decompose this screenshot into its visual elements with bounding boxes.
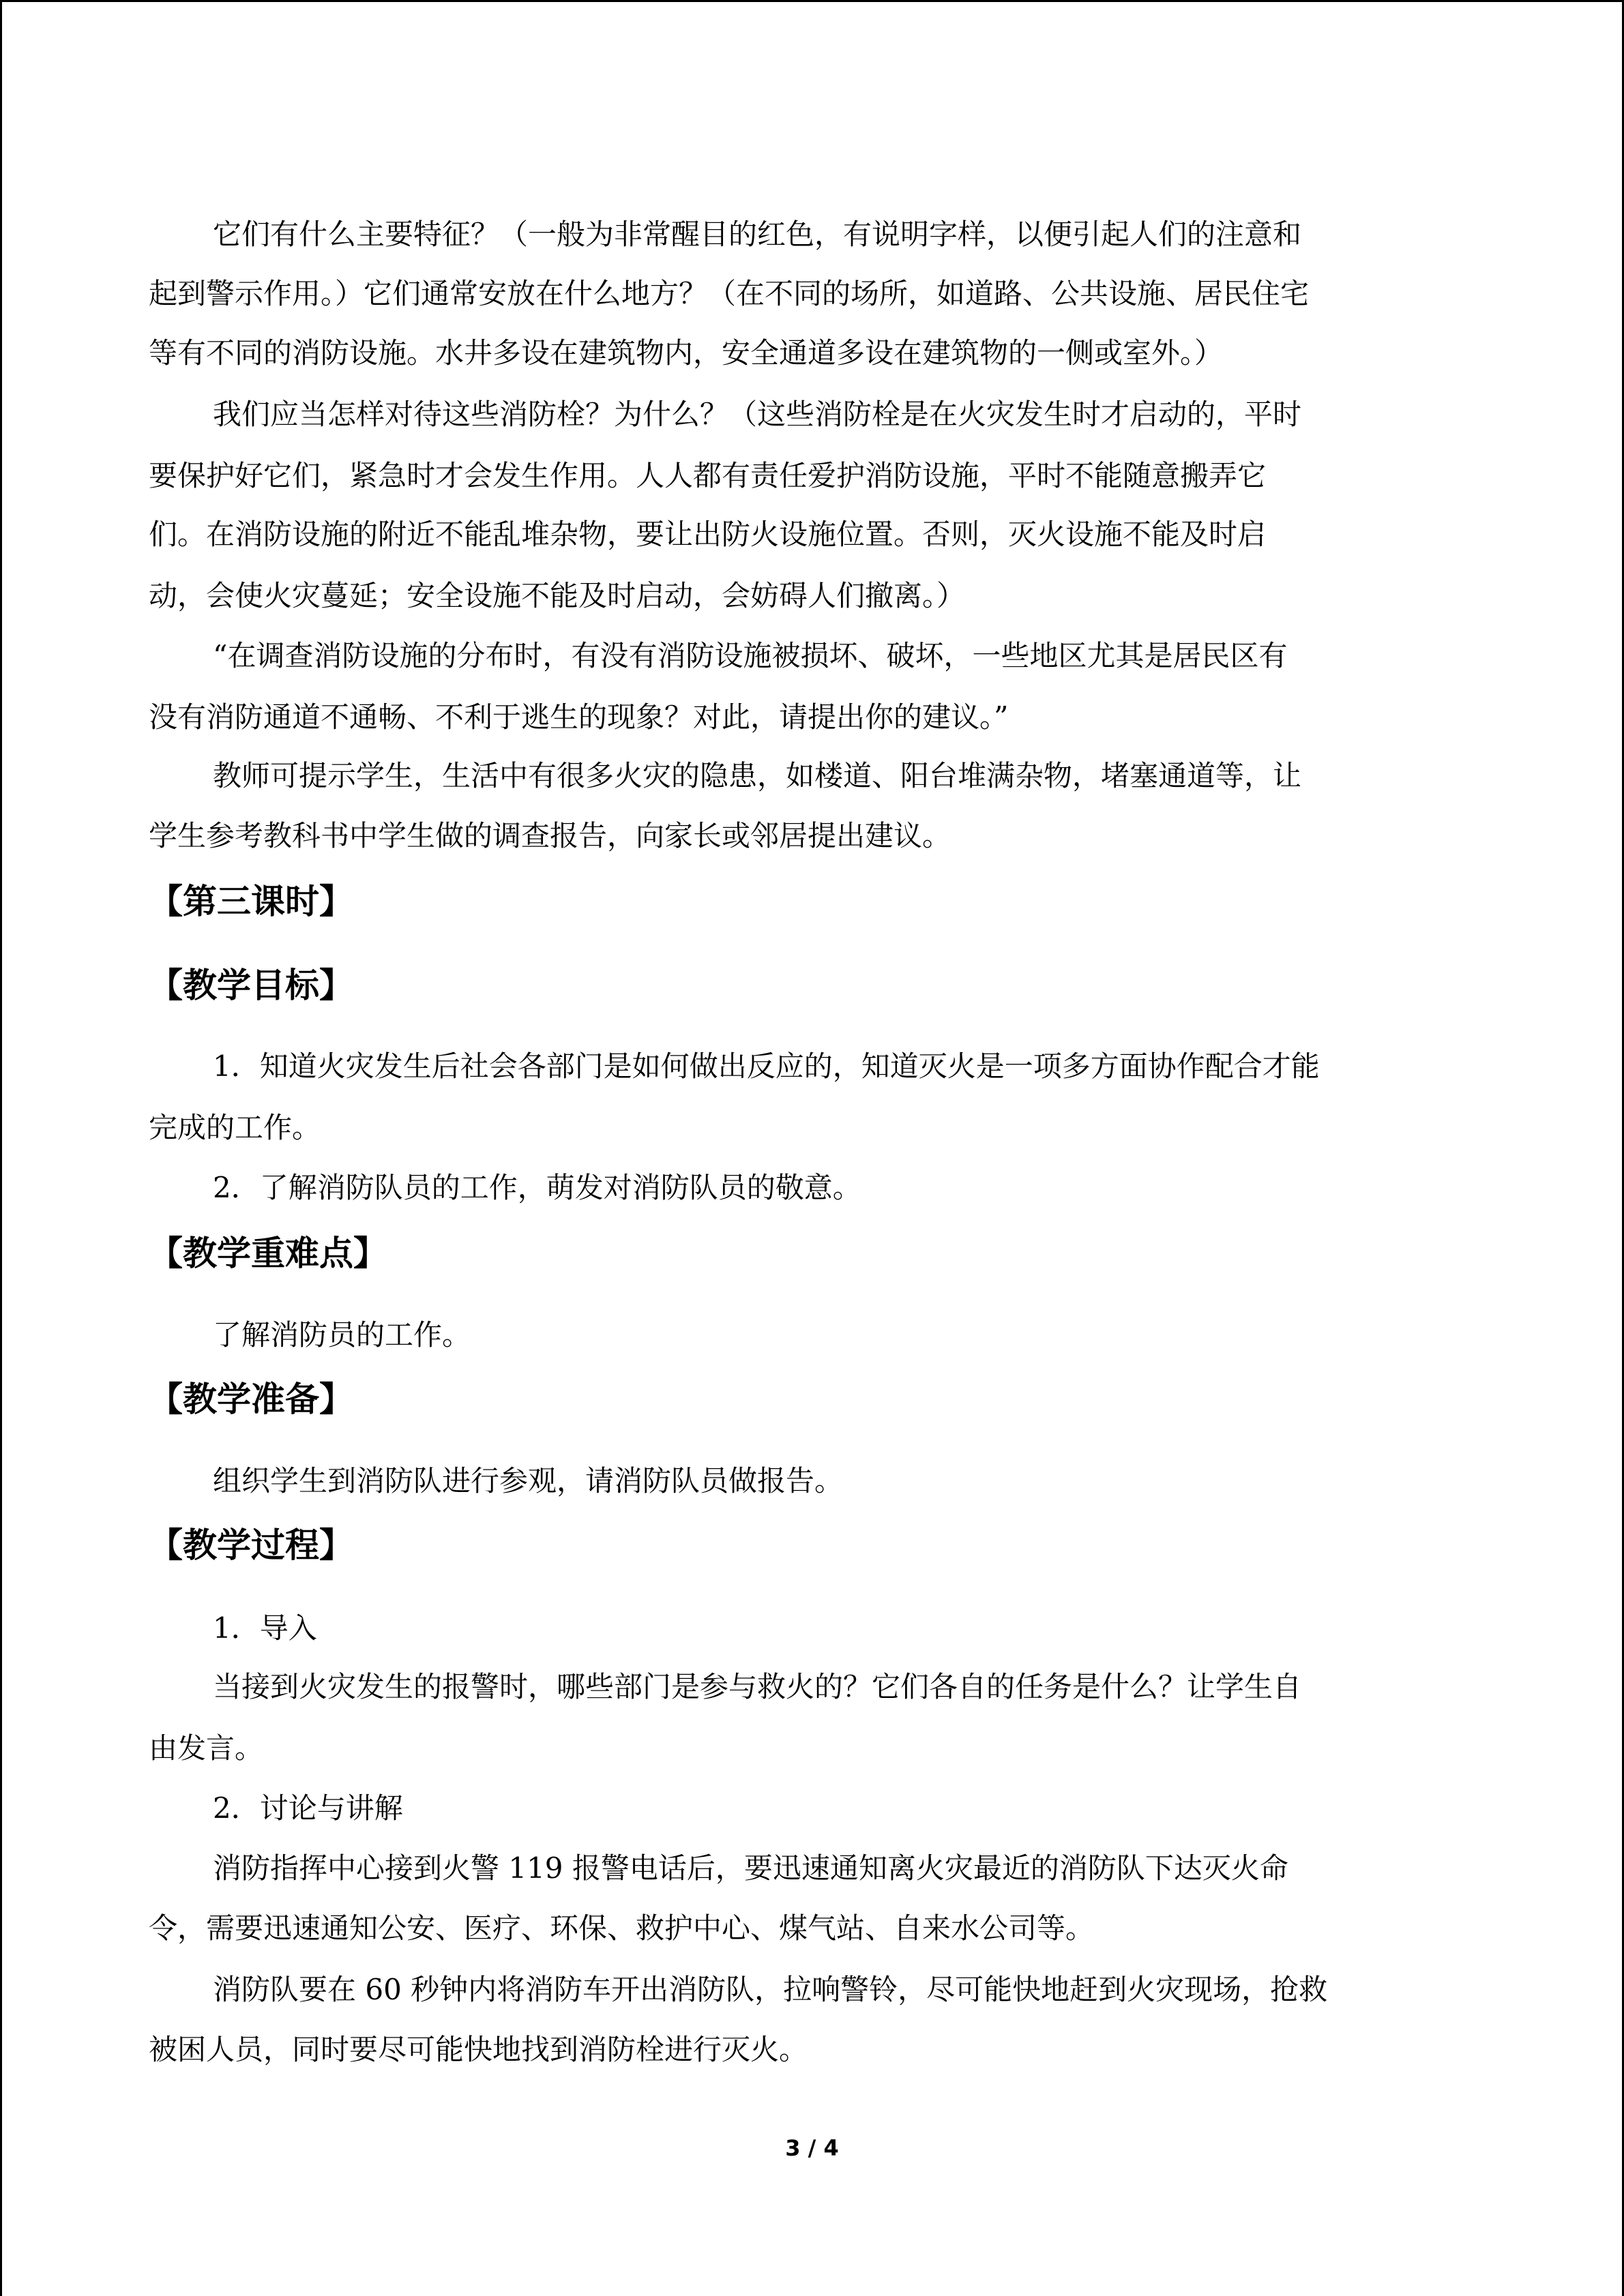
process-step-title: 2．讨论与讲解 <box>213 1791 403 1825</box>
process-step-text: 被困人员，同时要尽可能快地找到消防栓进行灭火。 <box>149 2033 808 2066</box>
goal-item: 2．了解消防队员的工作，萌发对消防队员的敬意。 <box>213 1171 861 1204</box>
paragraph-line: “在调查消防设施的分布时，有没有消防设施被损坏、破坏，一些地区尤其是居民区有 <box>213 639 1288 672</box>
section-heading-preparation: 【教学准备】 <box>149 1380 353 1419</box>
process-step-text: 消防队要在 60 秒钟内将消防车开出消防队，拉响警铃，尽可能快地赶到火灾现场，抢救 <box>213 1973 1328 2006</box>
paragraph-line: 要保护好它们，紧急时才会发生作用。人人都有责任爱护消防设施，平时不能随意搬弄它 <box>149 459 1267 492</box>
paragraph-line: 等有不同的消防设施。水井多设在建筑物内，安全通道多设在建筑物的一侧或室外。） <box>149 336 1224 370</box>
section-heading-goals: 【教学目标】 <box>149 966 353 1005</box>
goal-item: 完成的工作。 <box>149 1111 321 1144</box>
process-step-text: 消防指挥中心接到火警 119 报警电话后，要迅速通知离火灾最近的消防队下达灭火命 <box>213 1851 1288 1885</box>
paragraph-line: 动，会使火灾蔓延；安全设施不能及时启动，会妨碍人们撤离。） <box>149 579 966 612</box>
goal-item: 1．知道火灾发生后社会各部门是如何做出反应的，知道灭火是一项多方面协作配合才能 <box>213 1049 1320 1083</box>
page-number: 3 / 4 <box>785 2135 839 2161</box>
paragraph-line: 没有消防通道不通畅、不利于逃生的现象？对此，请提出你的建议。” <box>149 700 1009 734</box>
section-heading-key-points: 【教学重难点】 <box>149 1234 387 1273</box>
process-step-text: 令，需要迅速通知公安、医疗、环保、救护中心、煤气站、自来水公司等。 <box>149 1911 1095 1945</box>
paragraph-line: 学生参考教科书中学生做的调查报告，向家长或邻居提出建议。 <box>149 819 951 852</box>
preparation-text: 组织学生到消防队进行参观，请消防队员做报告。 <box>213 1464 844 1497</box>
paragraph-line: 起到警示作用。）它们通常安放在什么地方？（在不同的场所，如道路、公共设施、居民住宅 <box>149 277 1310 310</box>
paragraph-line: 它们有什么主要特征？（一般为非常醒目的红色，有说明字样，以便引起人们的注意和 <box>213 218 1302 251</box>
key-points-text: 了解消防员的工作。 <box>213 1318 471 1352</box>
section-heading-process: 【教学过程】 <box>149 1525 353 1565</box>
process-step-text: 由发言。 <box>149 1731 264 1765</box>
process-step-title: 1．导入 <box>213 1611 317 1645</box>
paragraph-line: 教师可提示学生，生活中有很多火灾的隐患，如楼道、阳台堆满杂物，堵塞通道等，让 <box>213 759 1302 792</box>
section-heading-lesson: 【第三课时】 <box>149 882 353 921</box>
paragraph-line: 们。在消防设施的附近不能乱堆杂物，要让出防火设施位置。否则，灭火设施不能及时启 <box>149 518 1267 551</box>
process-step-text: 当接到火灾发生的报警时，哪些部门是参与救火的？它们各自的任务是什么？让学生自 <box>213 1670 1302 1703</box>
paragraph-line: 我们应当怎样对待这些消防栓？为什么？（这些消防栓是在火灾发生时才启动的，平时 <box>213 398 1302 431</box>
